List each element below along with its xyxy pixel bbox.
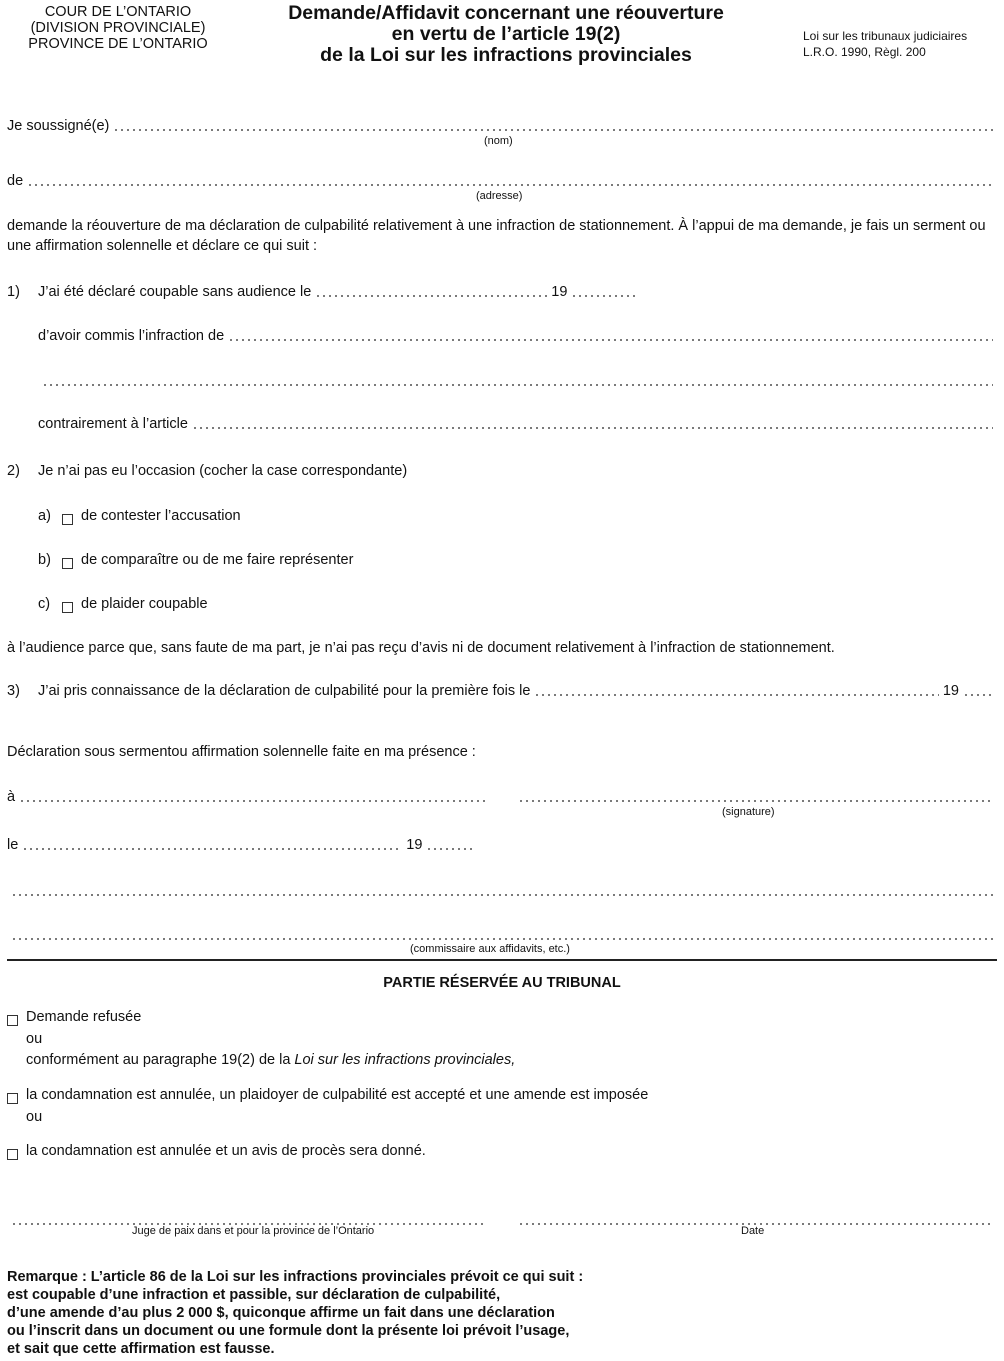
signature-row (514, 788, 997, 806)
item2-number: 2) (7, 462, 20, 479)
declaration-text: Déclaration sous sermentou affirmation solennelle faite en ma présence : (7, 743, 476, 760)
declaration-date-label: le (7, 836, 19, 853)
place-field[interactable] (19, 800, 486, 802)
commissioner-row-1 (7, 882, 997, 900)
name-row (7, 117, 997, 135)
conviction-year-field[interactable] (571, 295, 637, 297)
name-field[interactable] (113, 129, 993, 131)
intro-paragraph: demande la réouverture de ma déclaration de culpabilité relativement à une infraction de stationnement. À l’appui de ma demande, je fais un serment ou une affirmation solennelle et déclare ce qui suit : (7, 218, 986, 254)
title-line-1: Demande/Affidavit concernant une réouverture (288, 2, 724, 24)
offence-label: d’avoir commis l’infraction de (38, 327, 225, 344)
remark-line-1: Remarque : L’article 86 de la Loi sur les infractions provinciales prévoit ce qui suit : (7, 1269, 584, 1285)
trial-option-checkbox[interactable] (7, 1149, 18, 1160)
conviction-date-field[interactable] (315, 295, 547, 297)
trial-option-row (7, 1142, 807, 1160)
refused-checkbox[interactable] (7, 1015, 18, 1026)
section-row (38, 415, 997, 433)
pursuant-act-name: Loi sur les infractions provinciales, (294, 1051, 516, 1068)
court-line-3: PROVINCE DE L’ONTARIO (28, 36, 208, 52)
item3-year-label: 19 (942, 682, 959, 699)
option-b-checkbox[interactable] (62, 558, 73, 569)
declaration-date-row (7, 836, 490, 854)
item2-conclusion: à l’audience parce que, sans faute de ma part, je n’ai pas reçu d’avis ni de document relativement à l’infraction de stationnement. (7, 640, 835, 656)
commissioner-caption: (commissaire aux affidavits, etc.) (410, 943, 570, 955)
remark-line-2: est coupable d’une infraction et passible, sur déclaration de culpabilité, (7, 1287, 501, 1303)
item3-text: J’ai pris connaissance de la déclaration de culpabilité pour la première fois le (38, 682, 531, 699)
option-a-label: de contester l’accusation (81, 507, 241, 524)
item1-text: J’ai été déclaré coupable sans audience le (38, 283, 312, 300)
date-caption: Date (741, 1225, 765, 1237)
fine-option-label: la condamnation est annulée, un plaidoyer de culpabilité est accepté et une amende est imposée (26, 1086, 649, 1103)
signature-caption: (signature) (722, 806, 775, 818)
declaration-year-field[interactable] (426, 848, 476, 850)
knowledge-date-field[interactable] (534, 694, 938, 696)
title-line-3: de la Loi sur les infractions provinciales (320, 44, 692, 66)
declaration-row (7, 743, 707, 761)
option-c-label: de plaider coupable (81, 595, 208, 612)
declaration-date-field[interactable] (22, 848, 402, 850)
section-divider (7, 959, 997, 961)
address-label: de (7, 172, 24, 189)
form-title (236, 3, 776, 66)
offence-row (38, 327, 997, 345)
court-name (0, 4, 236, 52)
fine-option-row (7, 1086, 807, 1104)
pursuant-prefix: conformément au paragraphe 19(2) de la (26, 1051, 295, 1068)
place-label: à (7, 788, 16, 805)
commissioner-field-1[interactable] (11, 894, 993, 896)
option-b-label: de comparaître ou de me faire représenter (81, 551, 354, 568)
option-b-letter: b) (38, 551, 51, 568)
section-field[interactable] (192, 427, 993, 429)
commissioner-row-2 (7, 926, 997, 944)
item1-number: 1) (7, 283, 20, 300)
remark-line-5: et sait que cette affirmation est fausse. (7, 1341, 275, 1357)
remark-line-3: d’une amende d’au plus 2 000 $, quiconque affirme un fait dans une déclaration (7, 1305, 555, 1321)
item1-year-label: 19 (551, 283, 568, 300)
refused-label: Demande refusée (26, 1008, 142, 1025)
knowledge-year-field[interactable] (963, 694, 993, 696)
option-c (38, 595, 538, 613)
option-b (38, 551, 538, 569)
item2-row (7, 462, 707, 480)
fine-option-checkbox[interactable] (7, 1093, 18, 1104)
section-label: contrairement à l’article (38, 415, 188, 432)
remark-line-4: ou l’inscrit dans un document ou une formule dont la présente loi prévoit l’usage, (7, 1323, 570, 1339)
item3-number: 3) (7, 682, 20, 699)
judge-caption: Juge de paix dans et pour la province de l’Ontario (132, 1225, 375, 1237)
signature-field[interactable] (518, 800, 993, 802)
option-a-letter: a) (38, 507, 51, 524)
refused-row (7, 1008, 507, 1026)
or-row-1 (26, 1030, 226, 1048)
offence-field-2[interactable] (42, 384, 993, 386)
address-caption: (adresse) (476, 190, 523, 202)
declaration-year-label: 19 (406, 836, 423, 853)
name-caption: (nom) (484, 135, 513, 147)
court-section-heading: PARTIE RÉSERVÉE AU TRIBUNAL (383, 975, 621, 991)
court-line-2: (DIVISION PROVINCIALE) (30, 20, 206, 36)
court-line-1: COUR DE L’ONTARIO (44, 4, 192, 20)
name-label: Je soussigné(e) (7, 117, 110, 134)
trial-option-label: la condamnation est annulée et un avis de procès sera donné. (26, 1142, 426, 1159)
legal-remark (7, 1268, 583, 1358)
legal-reference (803, 28, 967, 60)
place-row (7, 788, 490, 806)
item3-row (7, 682, 997, 700)
or-label-2: ou (26, 1108, 43, 1125)
item1-row (7, 283, 697, 301)
offence-field[interactable] (228, 339, 993, 341)
title-line-2: en vertu de l’article 19(2) (391, 23, 621, 45)
option-a (38, 507, 538, 525)
commissioner-field-2[interactable] (11, 938, 993, 940)
option-c-letter: c) (38, 595, 51, 612)
option-c-checkbox[interactable] (62, 602, 73, 613)
item2-text: Je n’ai pas eu l’occasion (cocher la case correspondante) (38, 462, 408, 479)
address-row (7, 172, 997, 190)
option-a-checkbox[interactable] (62, 514, 73, 525)
or-label-1: ou (26, 1030, 43, 1047)
address-field[interactable] (27, 184, 993, 186)
or-row-2 (26, 1108, 226, 1126)
offence-row-2 (38, 372, 997, 390)
pursuant-row (26, 1051, 726, 1069)
reference-line-2: L.R.O. 1990, Règl. 200 (803, 45, 926, 59)
reference-line-1: Loi sur les tribunaux judiciaires (803, 29, 968, 43)
